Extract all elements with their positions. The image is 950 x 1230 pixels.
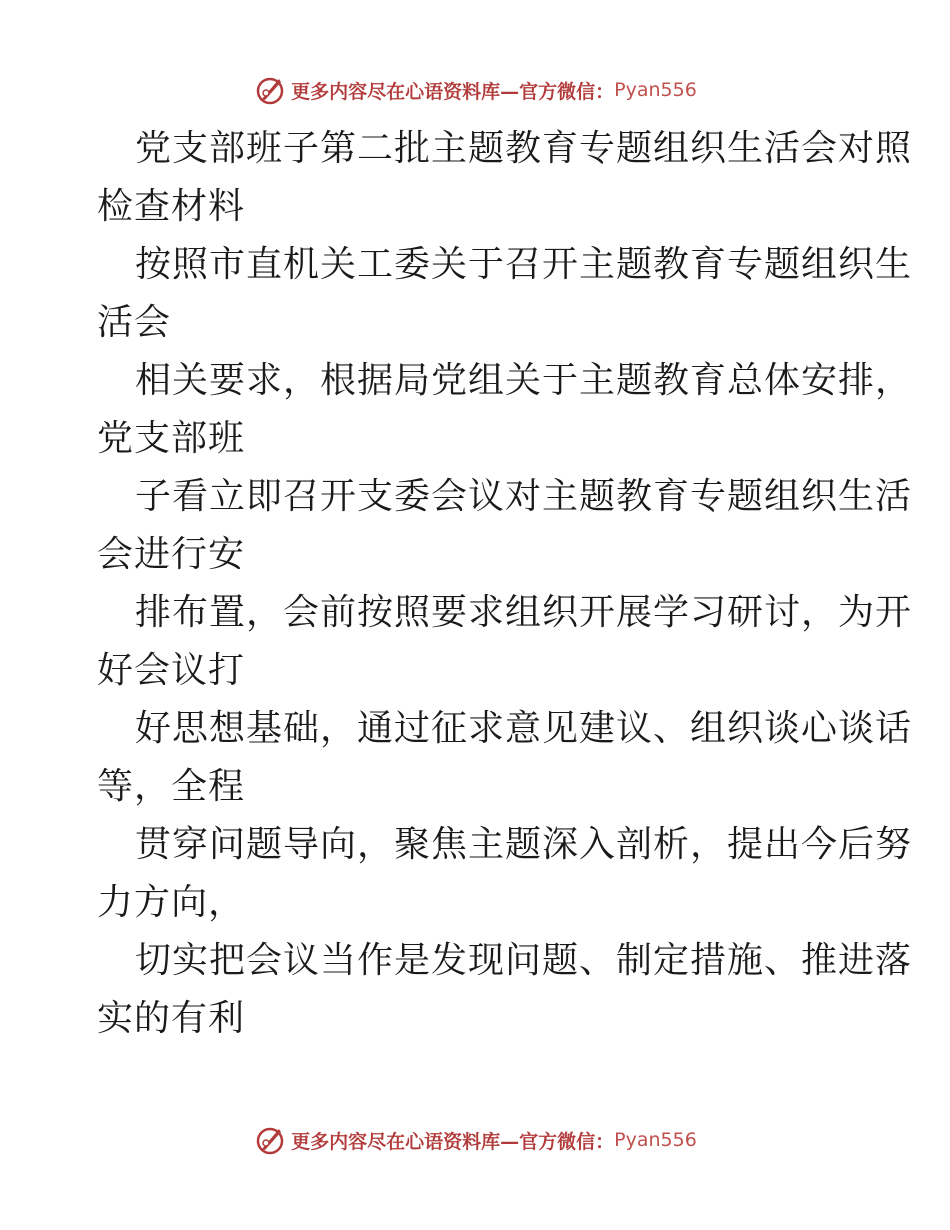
document-line: 活会: [97, 302, 172, 343]
header-watermark-banner: [0, 70, 950, 110]
document-line: 等，全程: [97, 766, 246, 807]
header-banner-contact: Pyan556: [614, 79, 697, 101]
document-line: 实的有利: [97, 998, 246, 1039]
document-line: 会进行安: [97, 534, 246, 575]
document-line: 党支部班子第二批主题教育专题组织生活会对照: [135, 128, 913, 169]
document-line: 好会议打: [97, 650, 246, 691]
document-line: 子看立即召开支委会议对主题教育专题组织生活: [135, 476, 913, 517]
document-line: 党支部班: [97, 418, 246, 459]
document-line: 相关要求，根据局党组关于主题教育总体安排，: [135, 360, 913, 401]
header-banner-text: 更多内容尽在心语资料库—官方微信：: [291, 80, 615, 103]
quill-pen-logo-icon: [253, 73, 287, 107]
footer-watermark-banner: [0, 1120, 950, 1160]
document-body: [97, 120, 913, 1048]
document-line: 好思想基础，通过征求意见建议、组织谈心谈话: [135, 708, 913, 749]
footer-banner-contact: Pyan556: [614, 1129, 697, 1151]
document-line: 排布置，会前按照要求组织开展学习研讨，为开: [135, 592, 913, 633]
document-line: 按照市直机关工委关于召开主题教育专题组织生: [135, 244, 913, 285]
document-line: 力方向，: [97, 882, 246, 923]
document-line: 贯穿问题导向，聚焦主题深入剖析，提出今后努: [135, 824, 913, 865]
quill-pen-logo-icon: [253, 1123, 287, 1157]
footer-banner-text: 更多内容尽在心语资料库—官方微信：: [291, 1130, 615, 1153]
document-line: 检查材料: [97, 186, 246, 227]
document-line: 切实把会议当作是发现问题、制定措施、推进落: [135, 940, 913, 981]
